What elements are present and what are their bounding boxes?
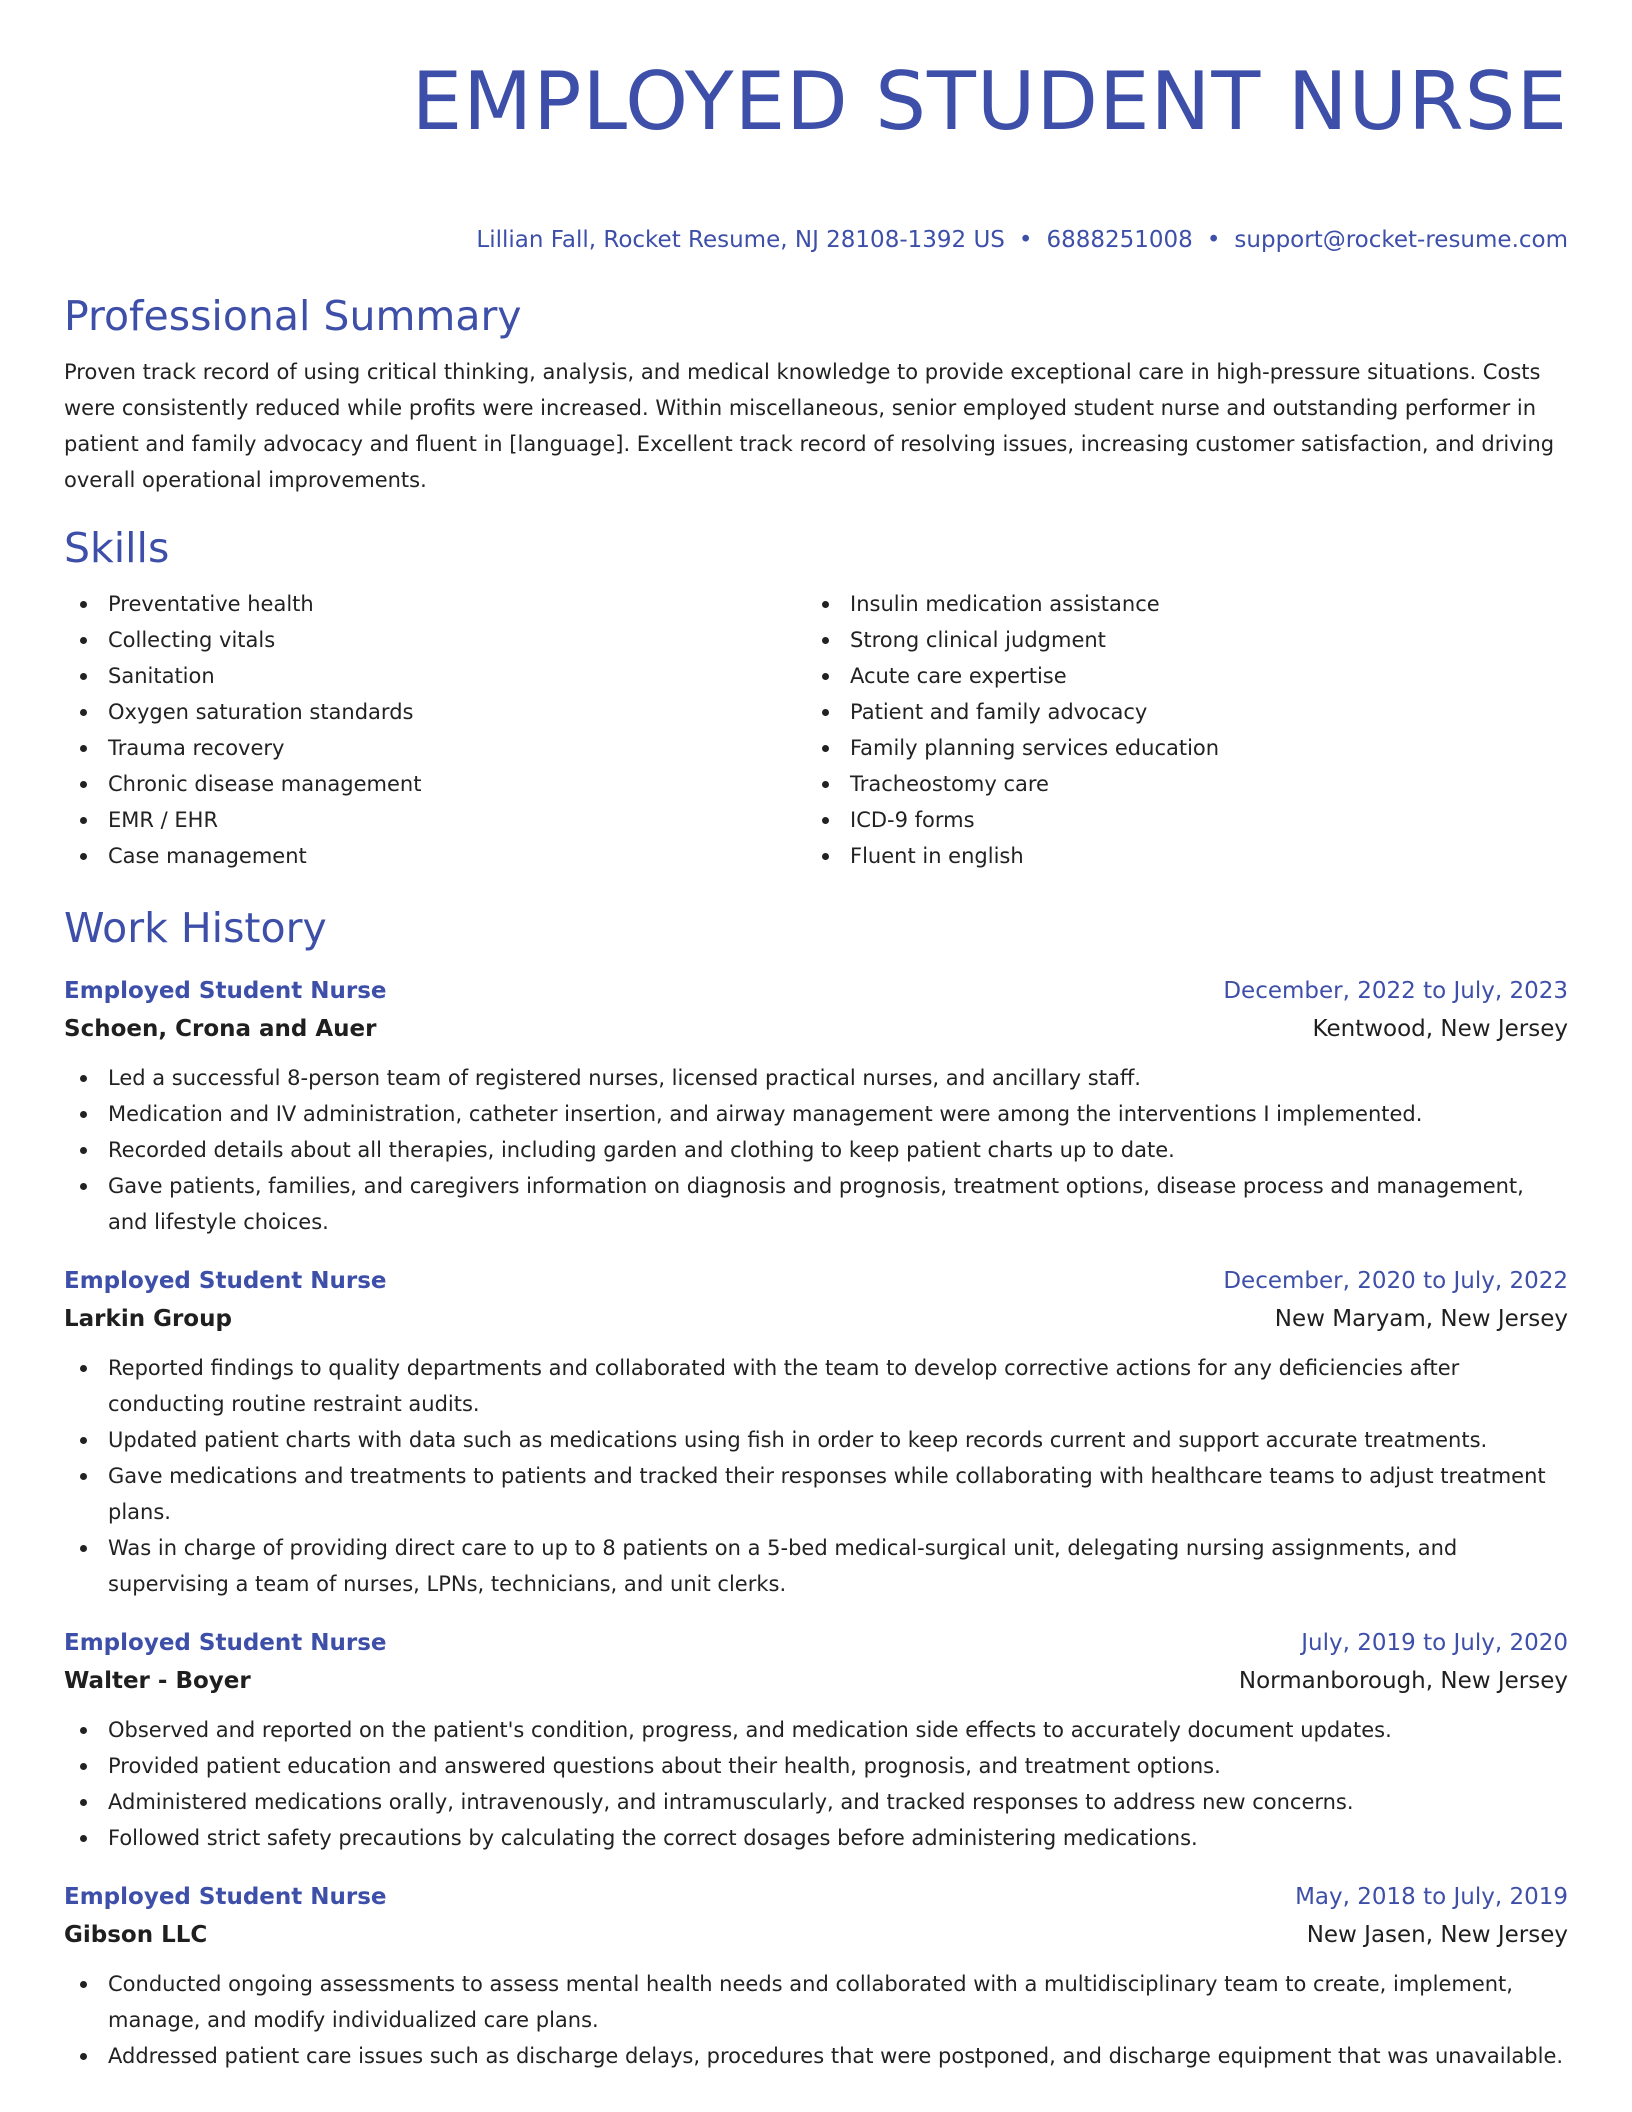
- job-bullet: Was in charge of providing direct care to up to 8 patients on a 5-bed medical-surgical unit, delegating nursing assignments, and supervising a team of nurses, LPNs, technicians, and unit clerks.: [64, 1530, 1568, 1602]
- job-bullet: Gave medications and treatments to patients and tracked their responses while collaborating with healthcare teams to adjust treatment plans.: [64, 1458, 1568, 1530]
- job-header-row: [64, 972, 1568, 1010]
- skills-column-right: [806, 586, 1548, 874]
- job-location: Kentwood, New Jersey: [1312, 1016, 1568, 1042]
- skill-item: Fluent in english: [806, 838, 1548, 874]
- job-entry: [64, 1624, 1568, 1856]
- skill-item: ICD-9 forms: [806, 802, 1548, 838]
- job-location: New Maryam, New Jersey: [1274, 1306, 1568, 1332]
- job-entry: [64, 1262, 1568, 1602]
- skill-item: Family planning services education: [806, 730, 1548, 766]
- job-location: New Jasen, New Jersey: [1306, 1922, 1568, 1948]
- job-title: Employed Student Nurse: [64, 978, 387, 1004]
- contact-separator: •: [1018, 227, 1033, 253]
- summary-heading: Professional Summary: [64, 292, 522, 340]
- job-bullet: Provided patient education and answered questions about their health, prognosis, and treatment options.: [64, 1748, 1568, 1784]
- job-bullet: Conducted ongoing assessments to assess mental health needs and collaborated with a multidisciplinary team to create, implement, manage, and modify individualized care plans.: [64, 1966, 1568, 2038]
- job-bullet: Reported findings to quality departments and collaborated with the team to develop corrective actions for any deficiencies after conducting routine restraint audits.: [64, 1350, 1568, 1422]
- job-bullet: Addressed patient care issues such as discharge delays, procedures that were postponed, and discharge equipment that was unavailable.: [64, 2038, 1568, 2074]
- job-entry: [64, 1878, 1568, 2074]
- job-bullet: Medication and IV administration, catheter insertion, and airway management were among the interventions I implemented.: [64, 1096, 1568, 1132]
- skill-item: Oxygen saturation standards: [64, 694, 806, 730]
- skill-item: Preventative health: [64, 586, 806, 622]
- job-dates: July, 2019 to July, 2020: [1301, 1630, 1568, 1656]
- skill-item: Trauma recovery: [64, 730, 806, 766]
- job-bullet: Updated patient charts with data such as medications using fish in order to keep records current and support accurate treatments.: [64, 1422, 1568, 1458]
- job-header-row: [64, 1262, 1568, 1300]
- job-title: Employed Student Nurse: [64, 1884, 387, 1910]
- job-bullet: Gave patients, families, and caregivers information on diagnosis and prognosis, treatment options, disease process and management, and lifestyle choices.: [64, 1168, 1568, 1240]
- skills-list: [64, 586, 1568, 874]
- job-company: Walter - Boyer: [64, 1668, 251, 1694]
- work-history-heading: Work History: [64, 904, 327, 952]
- job-title: Employed Student Nurse: [64, 1630, 387, 1656]
- job-employer-row: [64, 1916, 1568, 1954]
- job-header-row: [64, 1878, 1568, 1916]
- summary-text: Proven track record of using critical thinking, analysis, and medical knowledge to provide exceptional care in high-pressure situations. Costs were consistently reduced while profits were increased. Within miscellaneous, senior employed student nurse and outstanding performer in patient and family advocacy and fluent in [language]. Excellent track record of resolving issues, increasing customer satisfaction, and driving overall operational improvements.: [64, 360, 1555, 492]
- contact-line: [64, 224, 1568, 256]
- job-bullet: Recorded details about all therapies, including garden and clothing to keep patient charts up to date.: [64, 1132, 1568, 1168]
- skill-item: Strong clinical judgment: [806, 622, 1548, 658]
- job-company: Larkin Group: [64, 1306, 232, 1332]
- skill-item: Insulin medication assistance: [806, 586, 1548, 622]
- skill-item: Chronic disease management: [64, 766, 806, 802]
- job-dates: December, 2020 to July, 2022: [1223, 1268, 1568, 1294]
- job-employer-row: [64, 1010, 1568, 1048]
- job-location: Normanborough, New Jersey: [1238, 1668, 1568, 1694]
- job-bullets: [64, 1966, 1568, 2074]
- job-bullets: [64, 1350, 1568, 1602]
- job-bullet: Led a successful 8-person team of registered nurses, licensed practical nurses, and ancillary staff.: [64, 1060, 1568, 1096]
- skill-item: Patient and family advocacy: [806, 694, 1548, 730]
- skill-item: Sanitation: [64, 658, 806, 694]
- job-company: Schoen, Crona and Auer: [64, 1016, 377, 1042]
- job-employer-row: [64, 1662, 1568, 1700]
- job-bullet: Administered medications orally, intravenously, and intramuscularly, and tracked responses to address new concerns.: [64, 1784, 1568, 1820]
- job-company: Gibson LLC: [64, 1922, 208, 1948]
- contact-separator: •: [1206, 227, 1221, 253]
- job-employer-row: [64, 1300, 1568, 1338]
- skill-item: EMR / EHR: [64, 802, 806, 838]
- contact-phone: 6888251008: [1046, 227, 1193, 253]
- contact-address: Lillian Fall, Rocket Resume, NJ 28108-1392 US: [476, 227, 1005, 253]
- job-bullets: [64, 1712, 1568, 1856]
- job-entry: [64, 972, 1568, 1240]
- contact-email: support@rocket-resume.com: [1234, 227, 1568, 253]
- resume-header: [64, 52, 1568, 256]
- skill-item: Collecting vitals: [64, 622, 806, 658]
- job-bullet: Followed strict safety precautions by calculating the correct dosages before administering medications.: [64, 1820, 1568, 1856]
- candidate-name: EMPLOYED STUDENT NURSE: [411, 55, 1568, 148]
- job-header-row: [64, 1624, 1568, 1662]
- job-title: Employed Student Nurse: [64, 1268, 387, 1294]
- job-dates: December, 2022 to July, 2023: [1223, 978, 1568, 1004]
- skills-heading: Skills: [64, 524, 170, 572]
- skill-item: Acute care expertise: [806, 658, 1548, 694]
- job-dates: May, 2018 to July, 2019: [1295, 1884, 1568, 1910]
- job-bullets: [64, 1060, 1568, 1240]
- skill-item: Case management: [64, 838, 806, 874]
- job-bullet: Observed and reported on the patient's condition, progress, and medication side effects to accurately document updates.: [64, 1712, 1568, 1748]
- skill-item: Tracheostomy care: [806, 766, 1548, 802]
- skills-column-left: [64, 586, 806, 874]
